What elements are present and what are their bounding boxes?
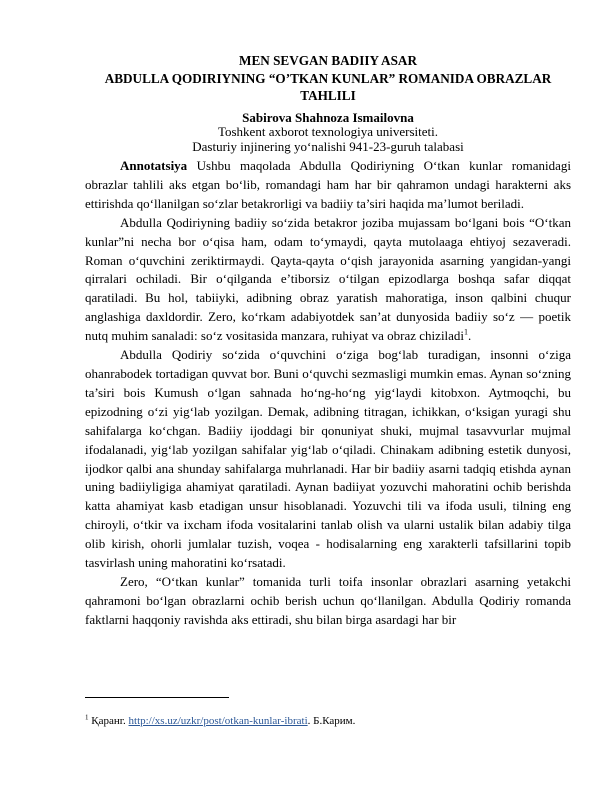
footnote-number: 1	[85, 713, 89, 722]
paragraph-1-end: .	[468, 328, 472, 344]
footnote-prefix: Қаранг.	[88, 715, 129, 727]
body-paragraph-2: Abdulla Qodiriy so‘zida o‘quvchini o‘ziga bog‘lab turadigan, insonni o‘ziga ohanrabodek tortadigan quvvat bor. Buni o‘quvchi sezmasligi mumkin emas. Aynan so‘zning ta’siri bois Kumush o‘lgan sahnada ho‘ng-ho‘ng yig‘laydi kitobxon. Aytmoqchi, bu epizodning o‘zi yig‘lab yozilgan. Demak, adibning titragan, ichikkan, o‘ksigan yuragi shu sahifalarga ko‘chgan. Badiiy ijoddagi bir qonuniyat shuki, mujmal tasavvurlar mujmal ifodalanadi, yig‘lab yozilgan sahifalar yig‘lab o‘qiladi. Chinakam adibning estetik dunyosi, ijodkor qalbi ana shunday sahifalarga muhrlanadi. Har bir badiiy asarni tadqiq etishda aynan uning badiiyligiga ahamiyat qaratiladi. Aynan badiiyat yozuvchi mahoratini ochib berishda katta ahamiyat kasb etadigan unsur hisoblanadi. Yozuvchi tili va ifoda usuli, tilning eng chiroyli, o‘tkir va ixcham ifoda vositalarini tanlab olish va ularni ustalik bilan adabiy tilga olib kirish, ohorli jumlalar tuzish, voqea - hodisalarning eng xarakterli tafsillarini topib tasvirlash uning mahoratini ko‘rsatadi.	[85, 347, 571, 571]
article-body	[85, 157, 571, 630]
footnote-link[interactable]: http://xs.uz/uzkr/post/otkan-kunlar-ibrati	[128, 715, 308, 727]
author-name: Sabirova Shahnoza Ismailovna	[242, 110, 414, 125]
abstract-label: Annotatsiya	[120, 158, 188, 173]
footnote	[85, 714, 571, 728]
body-paragraph-3: Zero, “O‘tkan kunlar” tomanida turli toifa insonlar obrazlari asarning yetakchi qahramoni bo‘lgan obrazlarni ochib berish uchun qo‘llanilgan. Abdulla Qodiriy romanda faktlarni haqqoniy ravishda aks ettiradi, shu bilan birga asardagi har bir	[85, 573, 571, 627]
footnote-ref[interactable]: 1	[464, 327, 469, 337]
body-paragraph-1	[85, 214, 571, 346]
affiliation-group: Dasturiy injinering yo‘nalishi 941-23-guruh talabasi	[192, 139, 464, 154]
footnote-divider	[85, 697, 229, 698]
affiliation-university: Toshkent axborot texnologiya universiteti.	[217, 124, 439, 139]
abstract-text: Ushbu maqolada Abdulla Qodiriyning O‘tkan kunlar romanidagi obrazlar tahlili aks etgan bo‘lib, romandagi ham har bir qahramon undagi harakterni aks ettirishda qo‘llanilgan so‘zlar betakrorligi va badiiy ta’siri haqida ma’lumot beriladi.	[85, 158, 571, 211]
article-title-line2: ABDULLA QODIRIYNING “O’TKAN KUNLAR” ROMANIDA OBRAZLAR TAHLILI	[104, 71, 552, 103]
footnote-suffix: . Б.Карим.	[307, 715, 356, 727]
article-title-line1: MEN SEVGAN BADIIY ASAR	[239, 53, 417, 68]
paragraph-1-text: Abdulla Qodiriyning badiiy so‘zida betakror joziba mujassam bo‘lgani bois “O‘tkan kunlar”ni necha bor o‘qisa ham, odam to‘ymaydi, qayta mutolaaga ehtiyoj sezaveradi. Roman o‘quvchini zeriktirmaydi. Qayta-qayta o‘qish jarayonida asarning yangidan-yangi qirralari ochiladi. Bir o‘qilganda e’tiborsiz o‘tilgan epizodlarga boshqa safar diqqat qaratiladi. Bu hol, tabiiyki, adibning obraz yaratish mahoratiga, inson qalbini chuqur anglashiga daxldordir. Zero, ko‘rkam adabiyotdek san’at dunyosida badiiy so‘z — poetik nutq muhim sanaladi: so‘z vositasida manzara, ruhiyat va obraz chiziladi	[85, 214, 571, 344]
abstract-paragraph	[85, 157, 571, 214]
